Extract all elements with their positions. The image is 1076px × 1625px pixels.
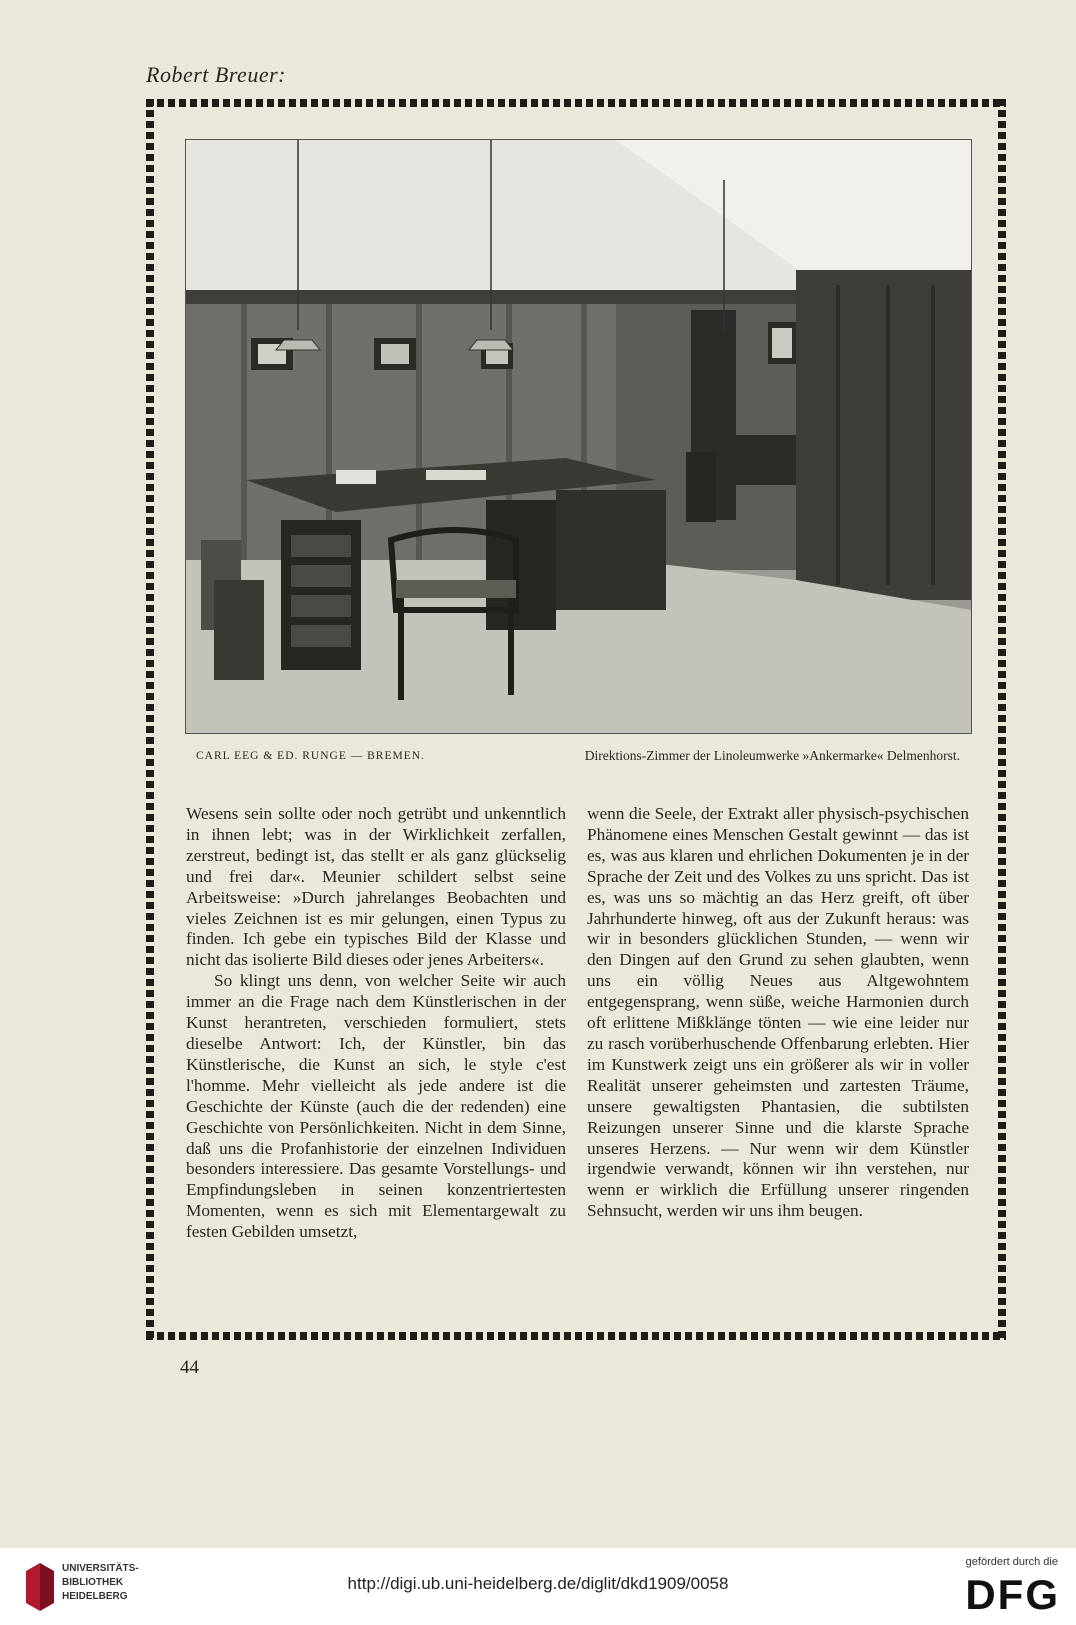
frame-right-border <box>998 99 1006 1340</box>
interior-photograph <box>185 139 972 734</box>
paragraph: wenn die Seele, der Extrakt aller physisch-psychischen Phänomene eines Menschen Gestalt gewinnt — das ist es, was aus klaren und ehrlichen Dokumenten je in der Sprache der Zeit und des Volkes zu uns spricht. Das ist es, was uns so mächtig an das Herz greift, oft über Jahrhunderte hinweg, oft aus der Zukunft heraus: was wir in besonders glücklichen Stunden, — wenn wir den Dingen auf den Grund zu sehen glaubten, wenn uns ein völlig Neues aus Altgewohntem entgegensprang, wenn süße, weiche Harmonien durch oft erlittene Mißklänge tönten — wie eine leider nur zu rasch vorüberhuschende Offenbarung erlebten. Hier im Kunstwerk zeigt uns ein größerer als wir in voller Realität unserer geheimsten und zartesten Träume, unsere gewaltigsten Phantasien, die subtilsten Reizungen unserer Sinne und die klarste Sprache unseres Herzens. — Nur wenn wir dem Künstler irgendwie verwandt, können wir ihn verstehen, nur wenn er wirklich die Erfüllung unserer ringenden Sehnsucht, werden wir uns ihm beugen. <box>587 804 969 1221</box>
text-column-left <box>186 804 566 1243</box>
page-number: 44 <box>180 1357 199 1378</box>
frame-top-border <box>146 99 1006 107</box>
source-url-link[interactable]: http://digi.ub.uni-heidelberg.de/diglit/dkd1909/0058 <box>347 1574 729 1593</box>
paragraph: So klingt uns denn, von welcher Seite wir auch immer an die Frage nach dem Künstlerischen in der Kunst herantreten, verschieden formuliert, stets dieselbe Antwort: Ich, der Künstler, bin das Künstlerische, die Kunst an sich, le style c'est l'homme. Mehr vielleicht als jede andere ist die Geschichte der Künste (auch die der redenden) eine Geschichte von Persönlichkeiten. Nicht in dem Sinne, daß uns die Profanhistorie der einzelnen Individuen besonders interessiere. Das gesamte Vorstellungs- und Empfindungsleben in seinen konzentriertesten Momenten, wenn es sich mit Elementargewalt zu festen Gebilden umsetzt, <box>186 971 566 1242</box>
funding-label: gefördert durch die <box>965 1556 1058 1568</box>
photo-caption: Direktions-Zimmer der Linoleumwerke »Ankermarke« Delmenhorst. <box>584 748 960 763</box>
frame-bottom-border <box>146 1332 1006 1340</box>
library-name: UNIVERSITÄTS- BIBLIOTHEK HEIDELBERG <box>62 1563 139 1602</box>
text-column-right <box>587 804 969 1222</box>
digitization-footer <box>0 1548 1076 1625</box>
running-head-author: Robert Breuer: <box>146 62 286 87</box>
frame-left-border <box>146 99 154 1340</box>
photo-credit: CARL EEG & ED. RUNGE — BREMEN. <box>196 750 425 762</box>
paragraph: Wesens sein sollte oder noch getrübt und unkenntlich in ihnen lebt; was in der Wirklichkeit zerfallen, zerstreut, bedingt ist, das stellt er als ganz glückselig und frei dar«. Meunier schildert selbst seine Arbeitsweise: »Durch jahrelanges Beobachten und vieles Zeichnen ist es mir gelungen, einen Typus zu finden. Ich gebe ein typisches Bild der Klasse und nicht das isolierte Bild dieses oder jenes Arbeiters«. <box>186 804 566 970</box>
dfg-logo: DFG <box>965 1571 1060 1618</box>
